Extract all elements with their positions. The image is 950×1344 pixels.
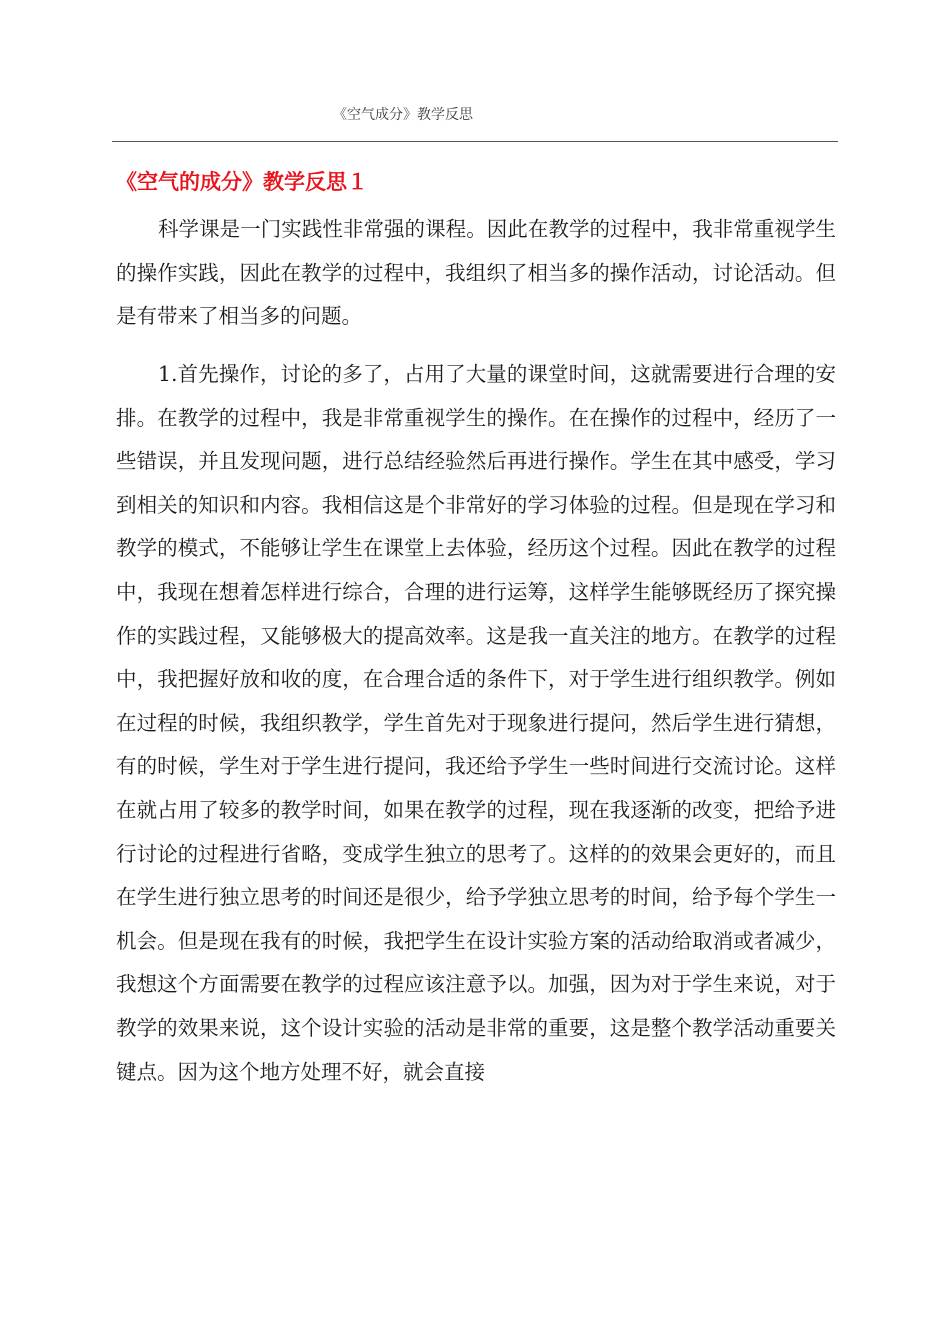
paragraph-intro: 科学课是一门实践性非常强的课程。因此在教学的过程中，我非常重视学生的操作实践，因此在教学的过程中，我组织了相当多的操作活动，讨论活动。但是有带来了相当多的问题。 — [116, 217, 836, 329]
document-title: 《空气的成分》教学反思１ — [116, 170, 368, 194]
page-header: 《空气成分》教学反思 — [333, 107, 473, 123]
header-divider — [112, 141, 838, 142]
paragraph-point-1: 1.首先操作，讨论的多了，占用了大量的课堂时间，这就需要进行合理的安排。在教学的过程中，我是非常重视学生的操作。在在操作的过程中，经历了一些错误，并且发现问题，进行总结经验然后再进行操作。学生在其中感受，学习到相关的知识和内容。我相信这是个非常好的学习体验的过程。但是现在学习和教学的模式，不能够让学生在课堂上去体验，经历这个过程。因此在教学的过程中，我现在想着怎样进行综合，合理的进行运筹，这样学生能够既经历了探究操作的实践过程，又能够极大的提高效率。这是我一直关注的地方。在教学的过程中，我把握好放和收的度，在合理合适的条件下，对于学生进行组织教学。例如在过程的时候，我组织教学，学生首先对于现象进行提问，然后学生进行猜想，有的时候，学生对于学生进行提问，我还给予学生一些时间进行交流讨论。这样在就占用了较多的教学时间，如果在教学的过程，现在我逐渐的改变，把给予进行讨论的过程进行省略，变成学生独立的思考了。这样的的效果会更好的，而且在学生进行独立思考的时间还是很少，给予学独立思考的时间，给予每个学生一机会。但是现在我有的时候，我把学生在设计实验方案的活动给取消或者减少，我想这个方面需要在教学的过程应该注意予以。加强，因为对于学生来说，对于教学的效果来说，这个设计实验的活动是非常的重要，这是整个教学活动重要关键点。因为这个地方处理不好，就会直接 — [116, 362, 836, 1084]
